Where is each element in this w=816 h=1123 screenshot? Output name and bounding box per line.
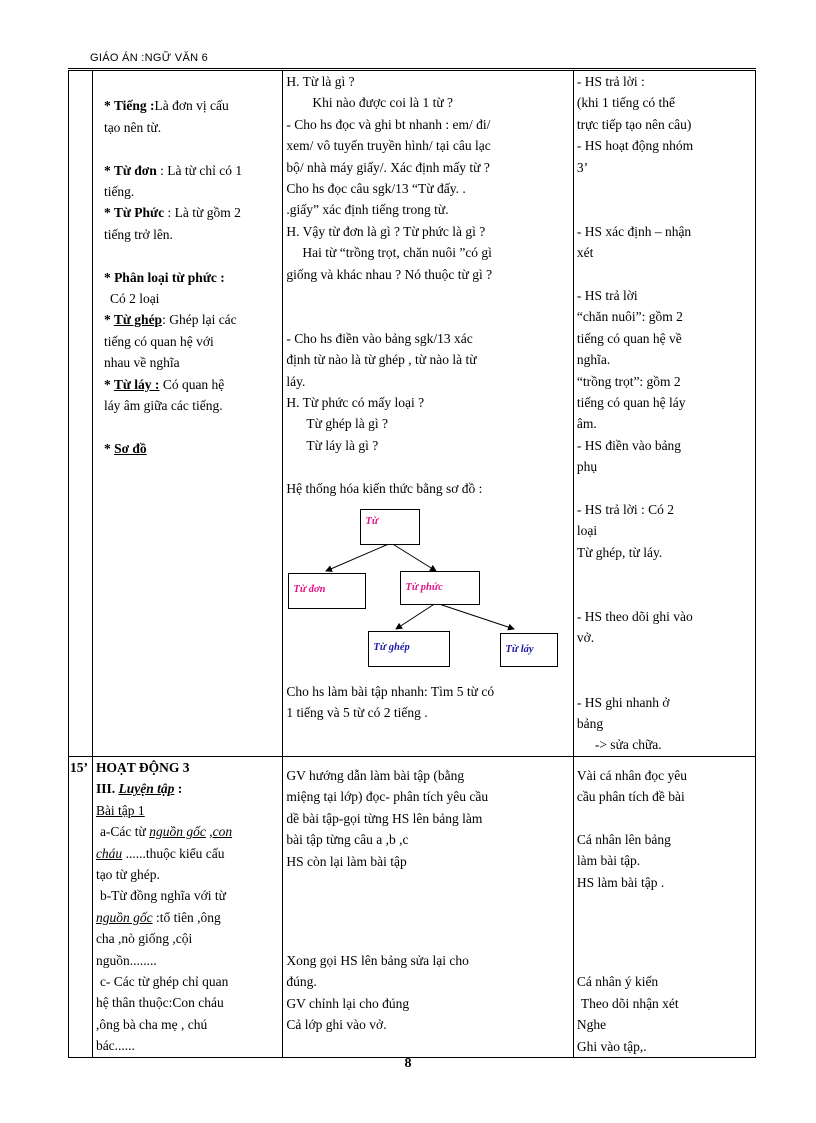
activity-line: GV chỉnh lại cho đúng xyxy=(286,995,410,1011)
student-line: vở. xyxy=(576,630,595,646)
emph-text: cháu xyxy=(95,845,123,861)
exercise-title: Bài tập 1 xyxy=(95,802,145,818)
activity-line: Cho hs đọc câu sgk/13 “Từ đấy. . xyxy=(286,181,466,197)
arrow-to-tu-phuc xyxy=(391,543,436,571)
def-text: Có quan hệ xyxy=(159,376,225,392)
student-line: - HS điền vào bảng xyxy=(576,437,682,453)
exercise-line: ,ông bà cha mẹ , chú xyxy=(95,1016,208,1032)
student-line: HS làm bài tập . xyxy=(576,874,665,890)
def-text: tiếng. xyxy=(103,184,135,199)
def-tieng xyxy=(96,95,279,116)
text: a-Các từ xyxy=(99,824,150,840)
exercise-line: cha ,nò giống ,cội xyxy=(95,931,193,947)
node-tu-phuc: Từ phức xyxy=(400,571,480,605)
sodo-label xyxy=(96,438,279,459)
def-text: láy âm giữa các tiếng. xyxy=(103,398,223,414)
student-line: cầu phân tích đề bài xyxy=(576,789,685,805)
def-text: Có 2 loại xyxy=(109,291,160,307)
student-line: - HS trả lời xyxy=(576,288,638,304)
student-line: phụ xyxy=(576,459,598,475)
student-line: Nghe xyxy=(576,1017,607,1033)
student-line: nghĩa. xyxy=(576,352,611,368)
activity-line: láy. xyxy=(286,373,306,389)
text: :tổ tiên ,ông xyxy=(152,909,221,925)
activity-line: .giấy” xác định tiếng trong từ. xyxy=(286,202,449,218)
student-line: Theo dõi nhận xét xyxy=(580,995,679,1011)
student-line: trực tiếp tạo nên câu) xyxy=(576,116,692,132)
header-rule xyxy=(68,68,756,69)
student-line: - HS ghi nhanh ở xyxy=(576,694,670,710)
student-line: 3’ xyxy=(576,159,589,175)
exercise-line: c- Các từ ghép chỉ quan xyxy=(99,973,229,989)
def-tughep xyxy=(96,309,279,330)
student-line: “trồng trọt”: gồm 2 xyxy=(576,373,681,389)
student-line: - HS trả lời : xyxy=(576,74,645,89)
section-colon: : xyxy=(174,781,183,797)
exercise-b-cont xyxy=(96,907,279,928)
def-text: tiếng trở lên. xyxy=(103,226,173,242)
arrow-to-tu-ghep xyxy=(396,603,436,629)
question-line: Từ ghép là gì ? xyxy=(306,416,388,432)
activity-line: GV hướng dẫn làm bài tập (bằng xyxy=(286,767,465,783)
student-line: làm bài tập. xyxy=(576,853,641,869)
activity-line: - Cho hs điền vào bảng sgk/13 xác xyxy=(286,330,473,346)
student-line: (khi 1 tiếng có thể xyxy=(576,95,676,111)
activity-line: Cả lớp ghi vào vở. xyxy=(286,1017,387,1033)
activity-cell xyxy=(283,756,573,1057)
activity-heading: HOẠT ĐỘNG 3 xyxy=(95,759,190,775)
emph-text: con xyxy=(212,824,233,840)
question-line: Khi nào được coi là 1 từ ? xyxy=(312,95,454,111)
student-line: Cá nhân lên bảng xyxy=(576,832,671,848)
activity-line: Cho hs làm bài tập nhanh: Tìm 5 từ có xyxy=(286,684,495,700)
activity-line: dề bài tập-gọi từng HS lên bảng làm xyxy=(286,810,483,826)
student-line: Từ ghép, từ láy. xyxy=(576,544,663,560)
term-label: Từ ghép xyxy=(113,312,163,328)
activity-line: định từ nào là từ ghép , từ nào là từ xyxy=(286,352,477,368)
activity-line: HS còn lại làm bài tập xyxy=(286,853,407,869)
question-line: H. Vậy từ đơn là gì ? Từ phức là gì ? xyxy=(286,223,486,239)
student-line: - HS trả lời : Có 2 xyxy=(576,502,674,518)
exercise-line: bác...... xyxy=(95,1038,135,1054)
def-text: nhau về nghĩa xyxy=(103,355,180,371)
activity-line: bộ/ nhà máy giấy/. Xác định mấy từ ? xyxy=(286,159,490,175)
table-row xyxy=(69,71,756,757)
bullet: * xyxy=(103,440,115,456)
time-cell xyxy=(69,71,93,757)
def-tulay xyxy=(96,374,279,395)
student-line: bảng xyxy=(576,716,604,732)
text: ......thuộc kiểu cấu xyxy=(122,845,225,861)
exercise-line: b-Từ đồng nghĩa với từ xyxy=(99,888,226,904)
question-line: H. Từ phức có mấy loại ? xyxy=(286,395,425,411)
question-line: Hai từ “trồng trọt, chăn nuôi ”có gì xyxy=(302,245,492,261)
question-line: giống và khác nhau ? Nó thuộc từ gì ? xyxy=(286,266,493,282)
exercise-line: hệ thân thuộc:Con cháu xyxy=(95,995,224,1011)
arrow-to-tu-lay xyxy=(436,603,514,629)
term-label: * Tiếng : xyxy=(103,98,155,114)
activity-line: Hệ thống hóa kiến thức bằng sơ đồ : xyxy=(286,480,483,496)
student-line: xét xyxy=(576,245,594,261)
exercise-a xyxy=(96,821,279,842)
student-line: âm. xyxy=(576,416,597,432)
emph-text: nguồn gốc xyxy=(95,909,153,925)
term-label: * Từ Phức xyxy=(103,205,165,221)
section-heading xyxy=(96,778,279,799)
content-cell xyxy=(92,71,282,757)
activity-line: đúng. xyxy=(286,974,317,990)
section-number: III. xyxy=(95,781,119,797)
def-tudon xyxy=(96,160,279,181)
text: , xyxy=(205,824,213,840)
exercise-a-cont xyxy=(96,843,279,864)
term-label: Từ láy : xyxy=(113,376,160,392)
activity-line: - Cho hs đọc và ghi bt nhanh : em/ đi/ xyxy=(286,116,491,132)
student-line: - HS xác định – nhận xyxy=(576,223,692,239)
term-label: * Từ đơn xyxy=(103,162,157,178)
student-line: tiếng có quan hệ láy xyxy=(576,395,686,411)
word-structure-diagram xyxy=(286,501,566,681)
page-number: 8 xyxy=(404,1056,412,1071)
question-line: Từ láy là gì ? xyxy=(306,437,379,453)
activity-line: 1 tiếng và 5 từ có 2 tiếng . xyxy=(286,705,428,721)
def-tuphuc xyxy=(96,202,279,223)
node-tu-lay: Từ láy xyxy=(500,633,558,667)
activity-line: Xong gọi HS lên bảng sửa lại cho xyxy=(286,953,469,969)
exercise-line: tạo từ ghép. xyxy=(95,866,160,882)
student-cell xyxy=(573,71,755,757)
node-tu-don: Từ đơn xyxy=(288,573,366,609)
term-label: Sơ đồ xyxy=(114,440,147,456)
question-line: H. Từ là gì ? xyxy=(286,74,355,89)
student-line: Vài cá nhân đọc yêu xyxy=(576,767,688,783)
student-cell xyxy=(573,756,755,1057)
student-line: tiếng có quan hệ về xyxy=(576,330,682,346)
def-text: tạo nên từ. xyxy=(103,119,162,135)
arrow-to-tu-don xyxy=(326,543,391,571)
content-cell xyxy=(92,756,282,1057)
def-text: : Là từ chỉ có 1 xyxy=(156,162,243,178)
def-text: : Ghép lại các xyxy=(162,312,237,328)
student-line: - HS hoạt động nhóm xyxy=(576,138,694,154)
student-line: Cá nhân ý kiến xyxy=(576,974,659,990)
lesson-table xyxy=(68,70,756,1058)
def-text: : Là từ gồm 2 xyxy=(164,205,241,221)
emph-text: nguồn gốc xyxy=(149,824,206,840)
student-line: -> sửa chữa. xyxy=(594,737,662,753)
bullet: * xyxy=(103,312,114,328)
node-tu: Từ xyxy=(360,509,420,545)
def-text: tiếng có quan hệ với xyxy=(103,333,214,349)
activity-line: bài tập từng câu a ,b ,c xyxy=(286,832,409,848)
def-text: Là đơn vị cấu xyxy=(154,98,229,114)
student-line: - HS theo dõi ghi vào xyxy=(576,609,693,625)
activity-line: miệng tại lớp) đọc- phân tích yêu cầu xyxy=(286,789,489,805)
page-header: GIÁO ÁN :NGỮ VĂN 6 xyxy=(90,52,209,64)
student-line: “chăn nuôi”: gồm 2 xyxy=(576,309,683,325)
activity-line: xem/ vô tuyến truyền hình/ tại câu lạc xyxy=(286,138,491,154)
node-tu-ghep: Từ ghép xyxy=(368,631,450,667)
time-cell: 15’ xyxy=(69,756,93,1057)
bullet: * xyxy=(103,376,114,392)
student-line: Ghi vào tập,. xyxy=(576,1038,647,1054)
table-row xyxy=(69,756,756,1057)
section-title: Luyện tập xyxy=(118,781,175,797)
student-line: loại xyxy=(576,523,598,539)
activity-cell xyxy=(283,71,573,757)
exercise-line: nguồn........ xyxy=(95,952,157,968)
classification-heading: * Phân loại từ phức : xyxy=(103,269,225,285)
